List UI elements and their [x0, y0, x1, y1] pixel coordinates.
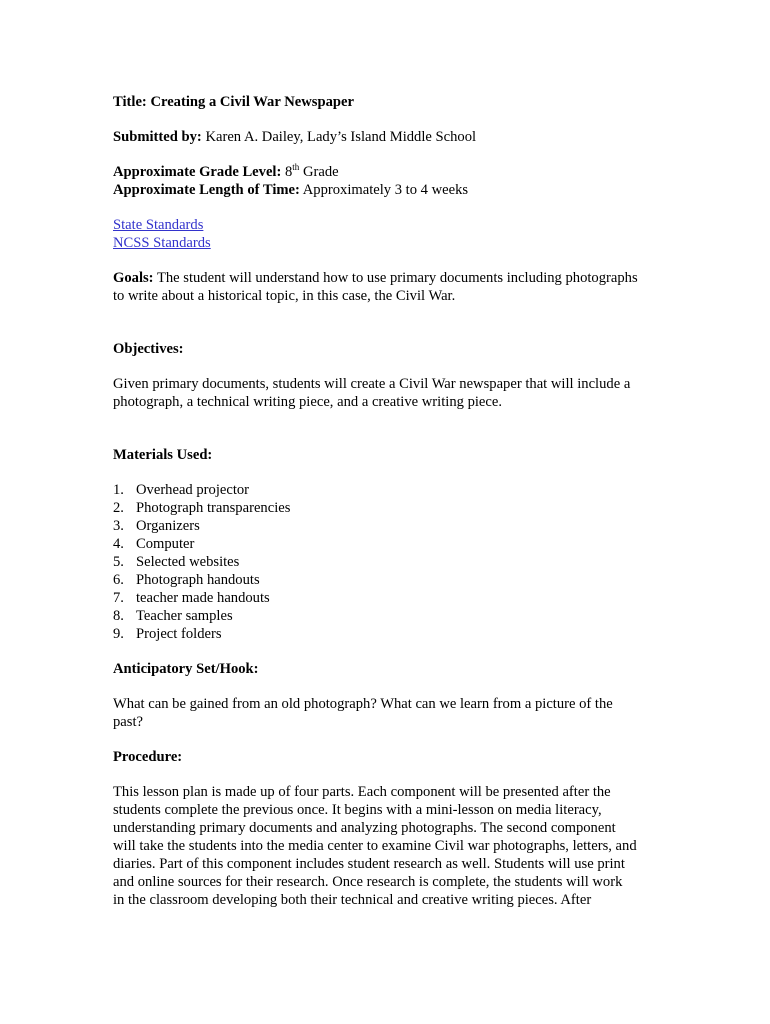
- materials-heading: Materials Used:: [113, 447, 213, 463]
- length-of-time-line: [113, 181, 673, 199]
- goals-text-1: The student will understand how to use primary documents including photographs: [156, 270, 638, 286]
- grade-level-number: 8: [285, 164, 293, 180]
- title-text: Creating a Civil War Newspaper: [150, 94, 354, 110]
- length-of-time-text: Approximately 3 to 4 weeks: [302, 182, 469, 198]
- objectives-text-1: Given primary documents, students will create a Civil War newspaper that will include a: [113, 376, 631, 392]
- grade-level-suffix: Grade: [302, 164, 339, 180]
- procedure-text-line: diaries. Part of this component includes student research as well. Students will use print: [113, 856, 625, 872]
- materials-list: [113, 481, 673, 643]
- submitted-by-text: Karen A. Dailey, Lady’s Island Middle School: [205, 129, 477, 145]
- objectives-text-2: photograph, a technical writing piece, and a creative writing piece.: [113, 394, 503, 410]
- title-line: [113, 93, 673, 111]
- lesson-plan-document: [113, 93, 673, 909]
- submitted-by-line: [113, 128, 673, 146]
- goals-label: Goals:: [113, 270, 154, 286]
- list-item: 5. Selected websites: [113, 554, 240, 570]
- procedure-text-line: understanding primary documents and analyzing photographs. The second component: [113, 820, 616, 836]
- length-of-time-label: Approximate Length of Time:: [113, 182, 300, 198]
- procedure-text-line: students complete the previous once. It begins with a mini-lesson on media literacy,: [113, 802, 602, 818]
- procedure-text-line: will take the students into the media center to examine Civil war photographs, letters, and: [113, 838, 637, 854]
- ncss-standards-link[interactable]: NCSS Standards: [113, 235, 211, 251]
- list-item: 1. Overhead projector: [113, 482, 250, 498]
- procedure-text-line: in the classroom developing both their technical and creative writing pieces. After: [113, 892, 592, 908]
- objectives-heading: Objectives:: [113, 341, 184, 357]
- list-item: 7. teacher made handouts: [113, 590, 270, 606]
- list-item: 4. Computer: [113, 536, 195, 552]
- anticipatory-text-1: What can be gained from an old photograph? What can we learn from a picture of the: [113, 696, 613, 712]
- procedure-heading: Procedure:: [113, 749, 183, 765]
- goals-line-1: [113, 269, 673, 287]
- list-item: 9. Project folders: [113, 626, 222, 642]
- list-item: 2. Photograph transparencies: [113, 500, 291, 516]
- list-item: 3. Organizers: [113, 518, 200, 534]
- submitted-by-label: Submitted by:: [113, 129, 202, 145]
- anticipatory-heading: Anticipatory Set/Hook:: [113, 661, 259, 677]
- title-label: Title:: [113, 94, 147, 110]
- list-item: 6. Photograph handouts: [113, 572, 260, 588]
- goals-text-2: to write about a historical topic, in this case, the Civil War.: [113, 288, 456, 304]
- list-item: 8. Teacher samples: [113, 608, 233, 624]
- grade-level-superscript: th: [292, 162, 300, 172]
- procedure-text-line: This lesson plan is made up of four parts. Each component will be presented after the: [113, 784, 611, 800]
- grade-level-line: [113, 163, 673, 181]
- grade-level-label: Approximate Grade Level:: [113, 164, 282, 180]
- state-standards-link[interactable]: State Standards: [113, 217, 204, 233]
- procedure-text-line: and online sources for their research. Once research is complete, the students will work: [113, 874, 623, 890]
- anticipatory-text-2: past?: [113, 714, 143, 730]
